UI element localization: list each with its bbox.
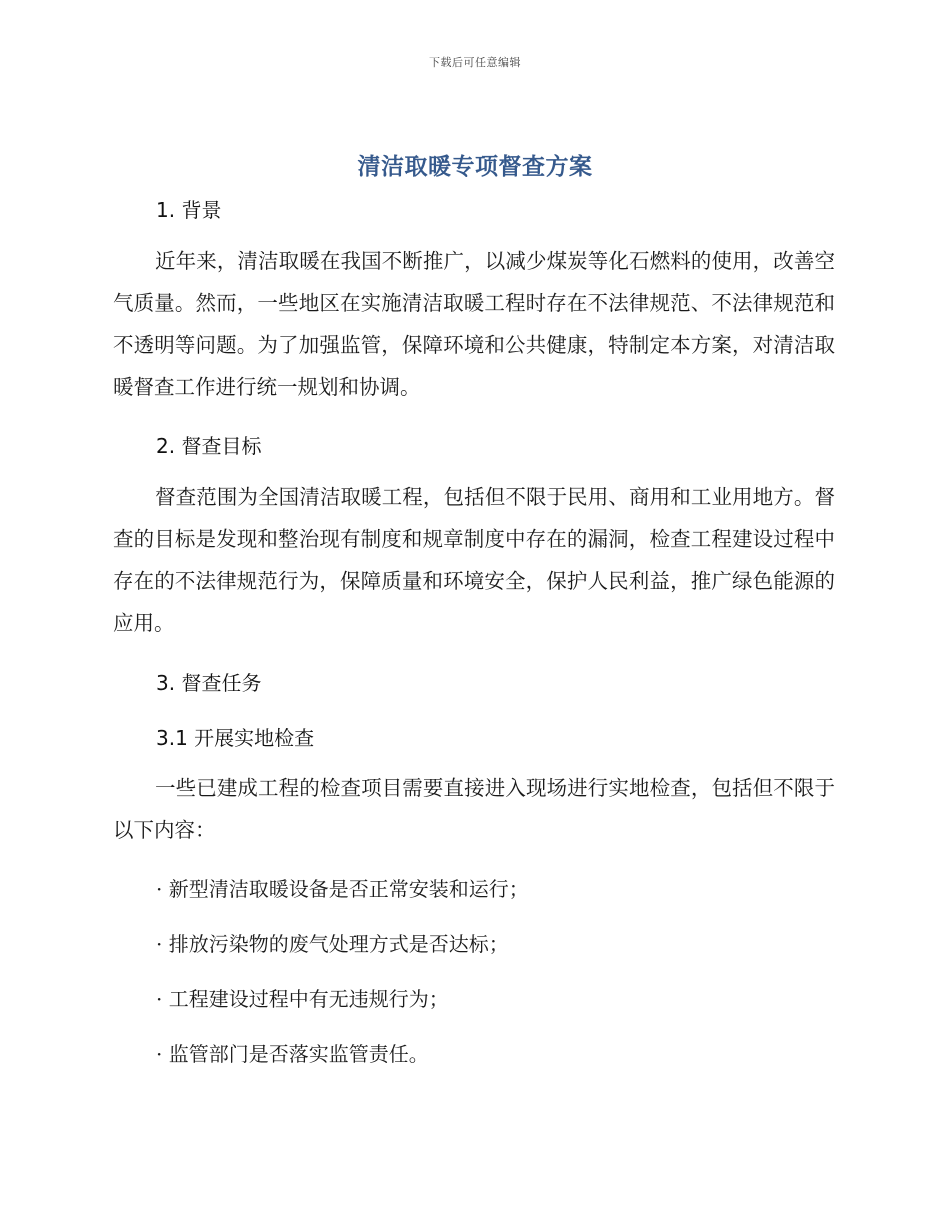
list-item: · 排放污染物的废气处理方式是否达标；	[156, 932, 509, 956]
section-heading-goal: 2. 督查目标	[156, 434, 262, 458]
page-header-note: 下载后可任意编辑	[429, 56, 521, 69]
subsection-heading-field-inspection: 3.1 开展实地检查	[156, 726, 315, 750]
list-item: · 工程建设过程中有无违规行为；	[156, 987, 449, 1011]
paragraph-goal: 督查范围为全国清洁取暖工程，包括但不限于民用、商用和工业用地方。督查的目标是发现和整治现有制度和规章制度中存在的漏洞，检查工程建设过程中存在的不法律规范行为，保障质量和环境安全，保护人民利益，推广绿色能源的应用。	[113, 485, 835, 635]
section-heading-background: 1. 背景	[156, 198, 222, 222]
paragraph-background: 近年来，清洁取暖在我国不断推广，以减少煤炭等化石燃料的使用，改善空气质量。然而，一些地区在实施清洁取暖工程时存在不法律规范、不法律规范和不透明等问题。为了加强监管，保障环境和公共健康，特制定本方案，对清洁取暖督查工作进行统一规划和协调。	[113, 249, 835, 399]
paragraph-field-inspection: 一些已建成工程的检查项目需要直接进入现场进行实地检查，包括但不限于以下内容：	[113, 776, 835, 842]
section-heading-tasks: 3. 督查任务	[156, 671, 262, 695]
document-title: 清洁取暖专项督查方案	[357, 154, 593, 180]
list-item: · 监管部门是否落实监管责任。	[156, 1042, 429, 1066]
list-item: · 新型清洁取暖设备是否正常安装和运行；	[156, 877, 529, 901]
